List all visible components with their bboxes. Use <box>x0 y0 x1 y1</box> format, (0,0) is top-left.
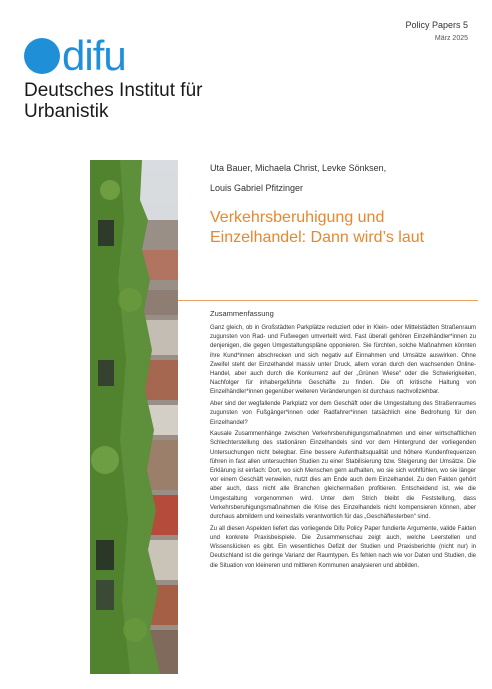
cover-photo <box>90 160 178 674</box>
summary-heading: Zusammenfassung <box>210 309 274 318</box>
logo-dot-icon <box>24 38 60 74</box>
summary-paragraph: Ganz gleich, ob in Großstädten Parkplätze reduziert oder in Klein- oder Mittelstädten Straßenraum zugunsten von Rad- und Fußwegen umverteilt wird. Fast überall gehören Einzelhändler*innen zu denjenigen, die gegen Umgestaltungspläne opponieren. Sie fürchten, solche Maßnahmen könnten ihre Kund*innen abschrecken und sich negativ auf Einnahmen und Umsätze auswirken. Ohne Zweifel steht der Einzelhandel massiv unter Druck, allem voran durch den wachsenden Online-Handel, aber auch durch die Konkurrenz auf der „Grünen Wiese“ oder die Schwierigkeiten, Nachfolger für inhabergeführte Geschäfte zu finden. Die oft kritische Haltung von Einzelhändler*innen gegenüber weiteren Veränderungen ist durchaus nachvollziehbar. <box>210 325 476 396</box>
logo-wordmark: difu <box>62 32 126 79</box>
authors-line-2: Louis Gabriel Pfitzinger <box>210 183 304 193</box>
series-label: Policy Papers 5 <box>405 20 468 30</box>
summary-body <box>210 324 476 573</box>
difu-logo <box>24 30 126 79</box>
summary-paragraph: Zu all diesen Aspekten liefert das vorliegende Difu Policy Paper fundierte Argumente, valide Fakten und konkrete Praxisbeispiele. Die Zusammenschau zeigt auch, welche Leerstellen und Wissenslücken es gibt. Ein wesentliches Defizit der Studien und Praxisberichte (nicht nur) in Deutschland ist die geringe Varianz der Raumtypen. Es fehlen nach wie vor Daten und Studien, die die Situation von kleineren und mittleren Kommunen analysieren und abbilden. <box>210 525 476 569</box>
series-info <box>405 18 468 46</box>
authors-line-1: Uta Bauer, Michaela Christ, Levke Sönksen, <box>210 163 387 173</box>
publication-date: März 2025 <box>434 35 468 42</box>
document-title: Verkehrsberuhigung und Einzelhandel: Dann wird’s laut <box>210 209 425 246</box>
institute-name: Deutsches Institut für Urbanistik <box>24 80 203 122</box>
author-list <box>210 158 475 198</box>
summary-paragraph: Aber sind der wegfallende Parkplatz vor dem Geschäft oder die Umgestaltung des Straßenraumes zugunsten von Fußgänger*innen oder Radfahrer*innen tatsächlich eine Bedrohung für den Einzelhandel? <box>210 401 476 426</box>
summary-paragraph: Kausale Zusammenhänge zwischen Verkehrsberuhigungsmaßnahmen und einer wirtschaftlichen Schlechterstellung des stationären Einzelhandels sind vor dem Hintergrund der vorliegenden Untersuchungen nicht belegbar. Eine bessere Aufenthaltsqualität und höhere Kundenfrequenzen führen in fast allen untersuchten Studien zu einer Stabilisierung bzw. Steigerung der Umsätze. Die Erklärung ist einfach: Dort, wo sich Menschen gern aufhalten, wo sie sich wohlfühlen, wo sie länger vor einem Geschäft verweilen, nutzt dies am Ende auch dem Einzelhandel. Zu den Fakten gehört aber auch, dass nicht alle Branchen gleichermaßen profitieren. Entscheidend ist, wie die Umgestaltung vorgenommen wird. Unter dem Strich bleibt die Feststellung, dass Verkehrsberuhigungsmaßnahmen die Krise des Einzelhandels nicht kompensieren können, aber durchaus abmildern und keinesfalls verantwortlich für das „Geschäftesterben“ sind. <box>210 431 476 521</box>
section-divider <box>178 300 478 301</box>
ivy-building-illustration <box>90 160 178 674</box>
